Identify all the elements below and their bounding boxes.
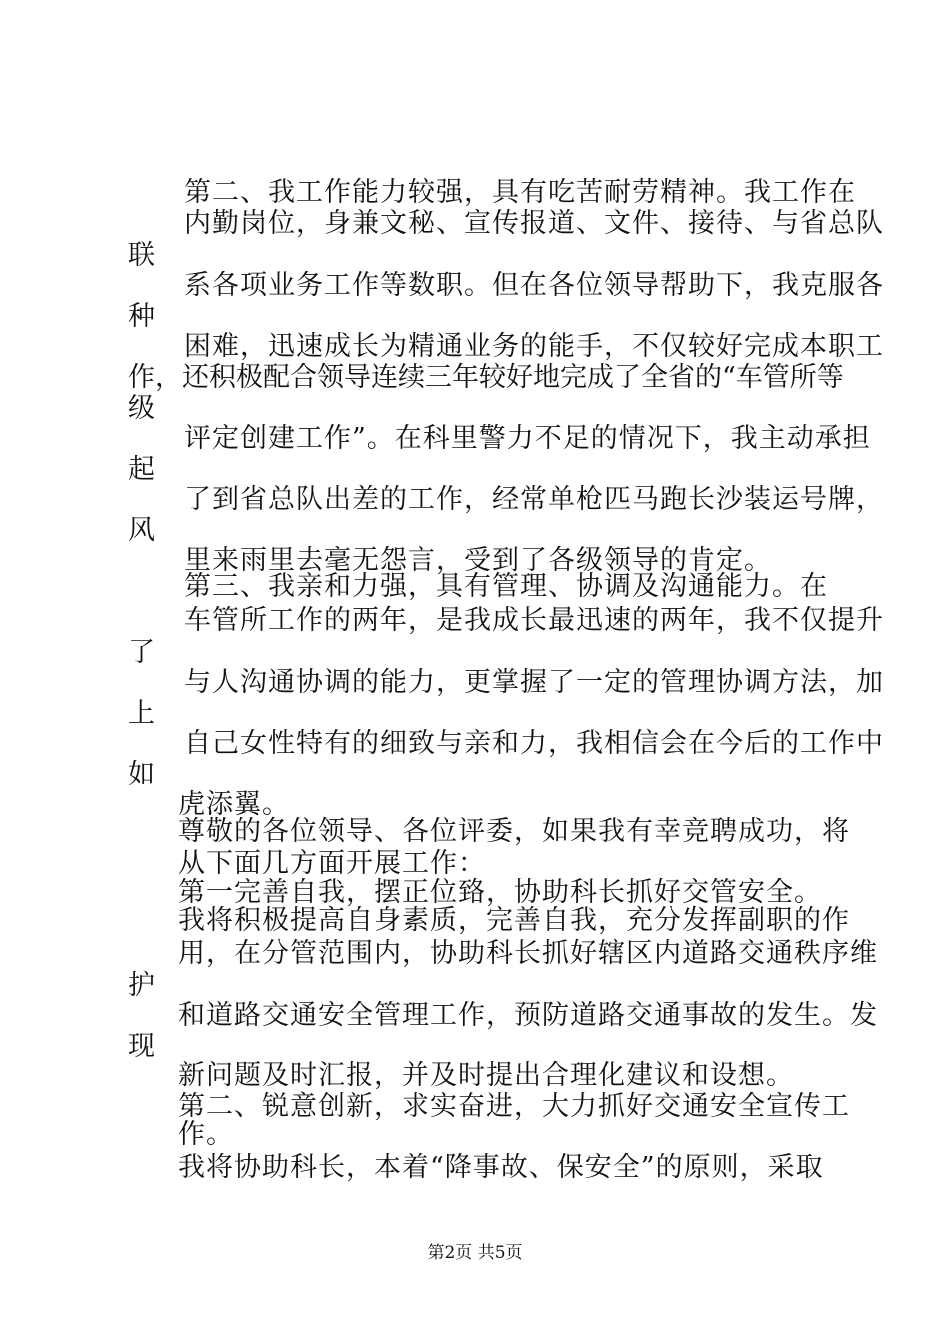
text-line: 联	[128, 240, 156, 271]
text-line: 护	[128, 970, 156, 1001]
text-line: 第一完善自我，摆正位臵，协助科长抓好交管安全。	[178, 877, 822, 908]
text-line: 尊敬的各位领导、各位评委，如果我有幸竞聘成功，将	[178, 816, 850, 847]
page-number-footer: 第2页 共5页	[427, 1243, 523, 1263]
text-line: 我将积极提高自身素质，完善自我，充分发挥副职的作	[178, 905, 850, 936]
text-line: 作。	[178, 1119, 234, 1150]
text-line: 第二、锐意创新，求实奋进，大力抓好交通安全宣传工	[178, 1091, 850, 1122]
text-line: 新问题及时汇报，并及时提出合理化建议和设想。	[178, 1060, 794, 1091]
text-line: 从下面几方面开展工作：	[178, 848, 486, 879]
text-line: 风	[128, 515, 156, 546]
text-line: 车管所工作的两年，是我成长最迅速的两年，我不仅提升	[184, 605, 884, 636]
text-line: 内勤岗位，身兼文秘、宣传报道、文件、接待、与省总队	[184, 208, 884, 239]
text-line: 我将协助科长，本着“降事故、保安全”的原则，采取	[178, 1152, 824, 1183]
text-line: 自己女性特有的细致与亲和力，我相信会在今后的工作中	[184, 728, 884, 759]
text-line: 和道路交通安全管理工作，预防道路交通事故的发生。发	[178, 1000, 878, 1031]
text-line: 起	[128, 454, 156, 485]
text-line: 上	[128, 698, 156, 729]
text-line: 了	[128, 637, 156, 668]
text-line: 种	[128, 301, 156, 332]
text-line: 用，在分管范围内，协助科长抓好辖区内道路交通秩序维	[178, 938, 878, 969]
text-line: 评定创建工作”。在科里警力不足的情况下，我主动承担	[184, 423, 871, 454]
text-line: 了到省总队出差的工作，经常单枪匹马跑长沙装运号牌，	[184, 484, 884, 515]
text-line: 系各项业务工作等数职。但在各位领导帮助下，我克服各	[184, 270, 884, 301]
text-line: 级	[128, 393, 156, 424]
text-line: 现	[128, 1031, 156, 1062]
text-line: 如	[128, 759, 156, 790]
text-line: 第三、我亲和力强，具有管理、协调及沟通能力。在	[184, 571, 828, 602]
text-line: 里来雨里去毫无怨言，受到了各级领导的肯定。	[184, 545, 772, 576]
text-line: 第二、我工作能力较强，具有吃苦耐劳精神。我工作在	[184, 177, 856, 208]
text-line: 虎添翼。	[178, 789, 290, 820]
text-line: 与人沟通协调的能力，更掌握了一定的管理协调方法，加	[184, 667, 884, 698]
text-line: 作，还积极配合领导连续三年较好地完成了全省的“车管所等	[128, 362, 844, 393]
text-line: 困难，迅速成长为精通业务的能手，不仅较好完成本职工	[184, 331, 884, 362]
